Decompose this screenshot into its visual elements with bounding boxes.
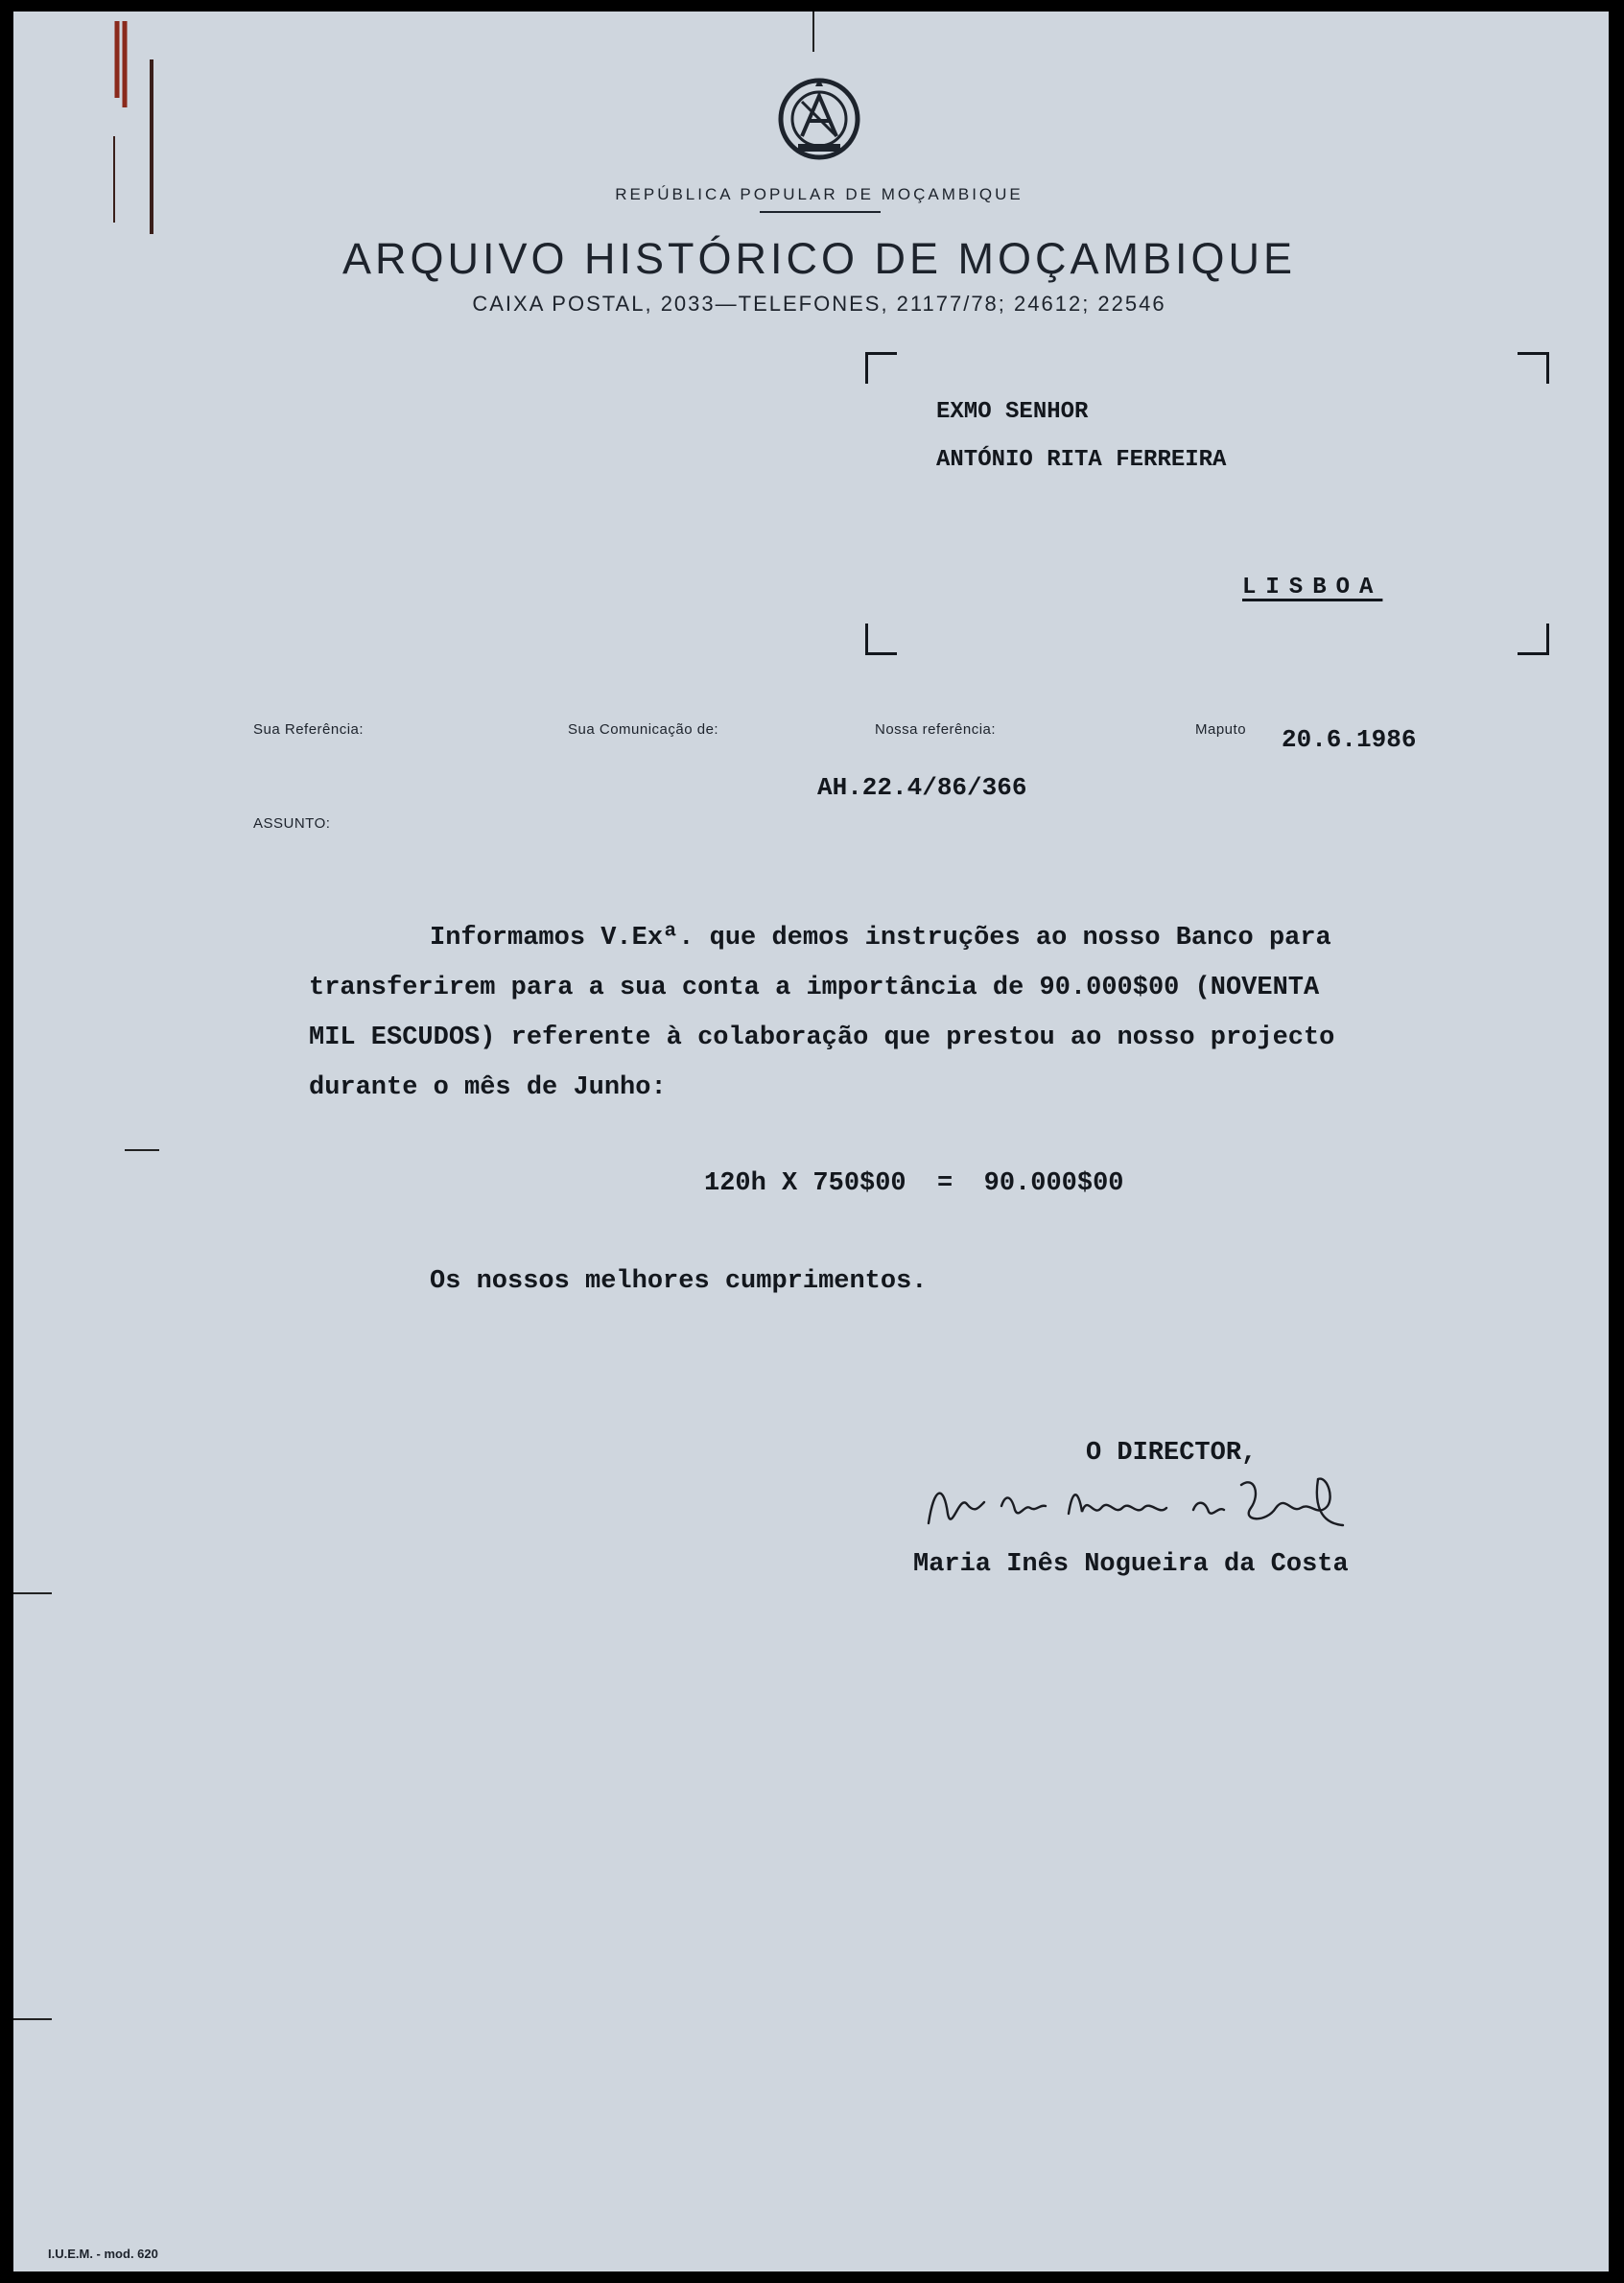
letter-date: 20.6.1986 (1282, 725, 1417, 754)
margin-mark (13, 2018, 52, 2020)
recipient-name: ANTÓNIO RITA FERREIRA (936, 447, 1227, 473)
address-bracket-bottom-right (1518, 624, 1549, 655)
body-line-1: Informamos V.Exª. que demos instruções ao nosso Banco para (430, 924, 1331, 953)
address-bracket-top-right (1518, 352, 1549, 384)
binding-stain (109, 21, 167, 234)
sua-comunicacao-label: Sua Comunicação de: (568, 721, 719, 738)
closing-line: Os nossos melhores cumprimentos. (430, 1267, 928, 1296)
address-bracket-bottom-left (865, 624, 897, 655)
body-line-3: MIL ESCUDOS) referente à colaboração que prestou ao nosso projecto (309, 1024, 1335, 1052)
heading-divider (760, 211, 881, 213)
nossa-referencia-value: AH.22.4/86/366 (817, 773, 1027, 802)
republic-heading: REPÚBLICA POPULAR DE MOÇAMBIQUE (615, 185, 1024, 203)
institution-title: ARQUIVO HISTÓRICO DE MOÇAMBIQUE (341, 234, 1297, 283)
body-line-4: durante o mês de Junho: (309, 1073, 667, 1102)
sua-referencia-label: Sua Referência: (253, 721, 365, 738)
top-fold-mark (812, 12, 814, 52)
body-line-2: transferirem para a sua conta a importância de 90.000$00 (NOVENTA (309, 974, 1320, 1002)
handwritten-signature (925, 1466, 1385, 1542)
national-seal-icon (773, 73, 865, 165)
assunto-label: ASSUNTO: (253, 815, 331, 832)
form-code: I.U.E.M. - mod. 620 (48, 2247, 158, 2261)
signatory-title: O DIRECTOR, (1086, 1439, 1258, 1468)
signatory-name: Maria Inês Nogueira da Costa (913, 1550, 1349, 1579)
calculation-line: 120h X 750$00 = 90.000$00 (704, 1169, 1124, 1198)
place-label: Maputo (1195, 721, 1247, 738)
margin-mark (13, 1592, 52, 1594)
contact-line: CAIXA POSTAL, 2033—TELEFONES, 21177/78; 24612; 22546 (472, 292, 1166, 316)
letter-page (13, 12, 1609, 2271)
recipient-city: LISBOA (1242, 575, 1383, 600)
nossa-referencia-label: Nossa referência: (875, 721, 997, 738)
margin-mark (125, 1149, 159, 1151)
recipient-salutation: EXMO SENHOR (936, 399, 1089, 425)
address-bracket-top-left (865, 352, 897, 384)
